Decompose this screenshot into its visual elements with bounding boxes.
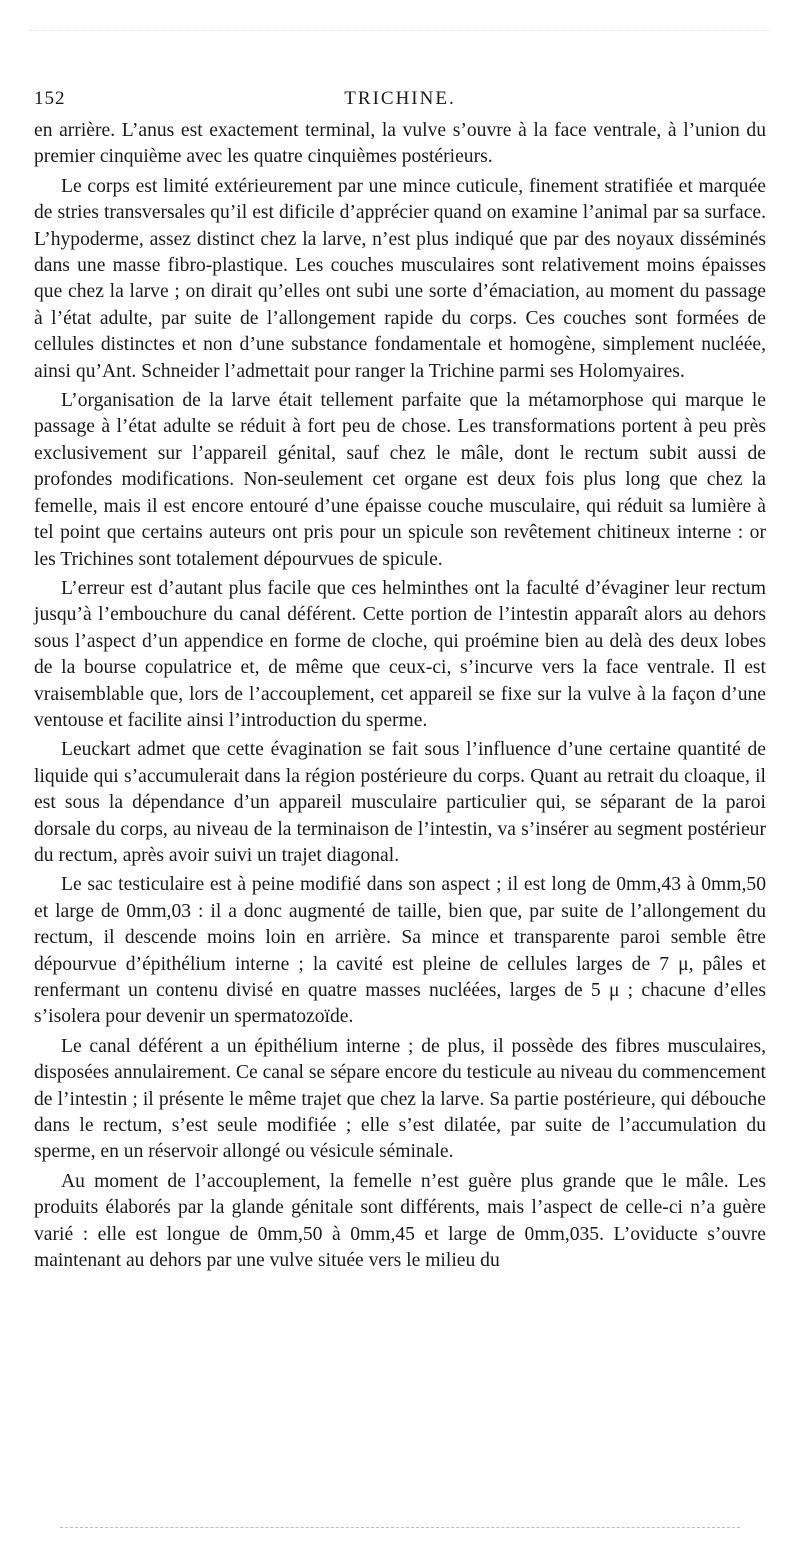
page-header xyxy=(34,88,766,118)
footer-rule xyxy=(60,1527,740,1528)
paragraph-6: Le sac testiculaire est à peine modifié dans son aspect ; il est long de 0mm,43 à 0mm,50 et large de 0mm,03 : il a donc augmenté de taille, bien que, par suite de l’allongement du rectum, il descende moins loin en arrière. Sa mince et transparente paroi semble être dépourvue d’épithélium interne ; la cavité est pleine de cellules larges de 7 μ, pâles et renfermant un contenu divisé en quatre masses nucléées, larges de 5 μ ; chacune d’elles s’isolera pour devenir un spermatozoïde. xyxy=(34,874,766,1028)
paragraph-1: en arrière. L’anus est exactement terminal, la vulve s’ouvre à la face ventrale, à l’union du premier cinquième avec les quatre cinquièmes postérieurs. xyxy=(34,120,766,168)
paragraph-8: Au moment de l’accouplement, la femelle n’est guère plus grande que le mâle. Les produits élaborés par la glande génitale sont différents, mais l’aspect de celle-ci n’a guère varié : elle est longue de 0mm,50 à 0mm,45 et large de 0mm,035. L’oviducte s’ouvre maintenant au dehors par une vulve située vers le milieu du xyxy=(34,1170,766,1272)
book-page xyxy=(34,88,766,1274)
paragraph-5: Leuckart admet que cette évagination se fait sous l’influence d’une certaine quantité de liquide qui s’accumulerait dans la région postérieure du corps. Quant au retrait du cloaque, il est sous la dépendance d’un appareil musculaire particulier qui, se séparant de la paroi dorsale du corps, au niveau de la terminaison de l’intestin, va s’insérer au segment postérieur du rectum, après avoir suivi un trajet diagonal. xyxy=(34,739,766,866)
paragraph-2: Le corps est limité extérieurement par une mince cuticule, finement stratifiée et marquée de stries transversales qu’il est dificile d’apprécier quand on examine l’animal par sa surface. L’hypoderme, assez distinct chez la larve, n’est plus indiqué que par des noyaux disséminés dans une masse fibro-plastique. Les couches musculaires sont relativement moins épaisses que chez la larve ; on dirait qu’elles ont subi une sorte d’émaciation, au moment du passage à l’état adulte, par suite de l’allongement rapide du corps. Ces couches sont formées de cellules distinctes et non d’une substance fondamentale et homogène, simplement nucléée, ainsi qu’Ant. Schneider l’admettait pour ranger la Trichine parmi ses Holomyaires. xyxy=(34,175,766,382)
page-number: 152 xyxy=(34,88,66,109)
paragraph-3: L’organisation de la larve était tellement parfaite que la métamorphose qui marque le passage à l’état adulte se réduit à fort peu de chose. Les transformations portent à peu près exclusivement sur l’appareil génital, sauf chez le mâle, dont le rectum subit aussi de profondes modifications. Non-seulement cet organe est deux fois plus long que chez la femelle, mais il est encore entouré d’une épaisse couche musculaire, qui réduit sa lumière à tel point que certains auteurs ont pris pour un spicule son revêtement chitineux interne : or les Trichines sont totalement dépourvues de spicule. xyxy=(34,390,766,570)
running-title: TRICHINE. xyxy=(344,88,456,109)
scan-edge-marks xyxy=(30,30,770,31)
paragraph-7: Le canal déférent a un épithélium interne ; de plus, il possède des fibres musculaires, disposées annulairement. Ce canal se sépare encore du testicule au niveau du commencement de l’intestin ; il présente le même trajet que chez la larve. Sa partie postérieure, qui débouche dans le rectum, s’est seule modifiée ; elle s’est dilatée, par suite de l’accumulation du sperme, en un réservoir allongé ou vésicule séminale. xyxy=(34,1035,766,1163)
paragraph-4: L’erreur est d’autant plus facile que ces helminthes ont la faculté d’évaginer leur rectum jusqu’à l’embouchure du canal déférent. Cette portion de l’intestin apparaît alors au dehors sous l’aspect d’un appendice en forme de cloche, qui proémine bien au delà des deux lobes de la bourse copulatrice et, de même que ceux-ci, s’incurve vers la face ventrale. Il est vraisemblable que, lors de l’accouplement, cet appareil se fixe sur la vulve à la façon d’une ventouse et facilite ainsi l’introduction du sperme. xyxy=(34,577,766,731)
